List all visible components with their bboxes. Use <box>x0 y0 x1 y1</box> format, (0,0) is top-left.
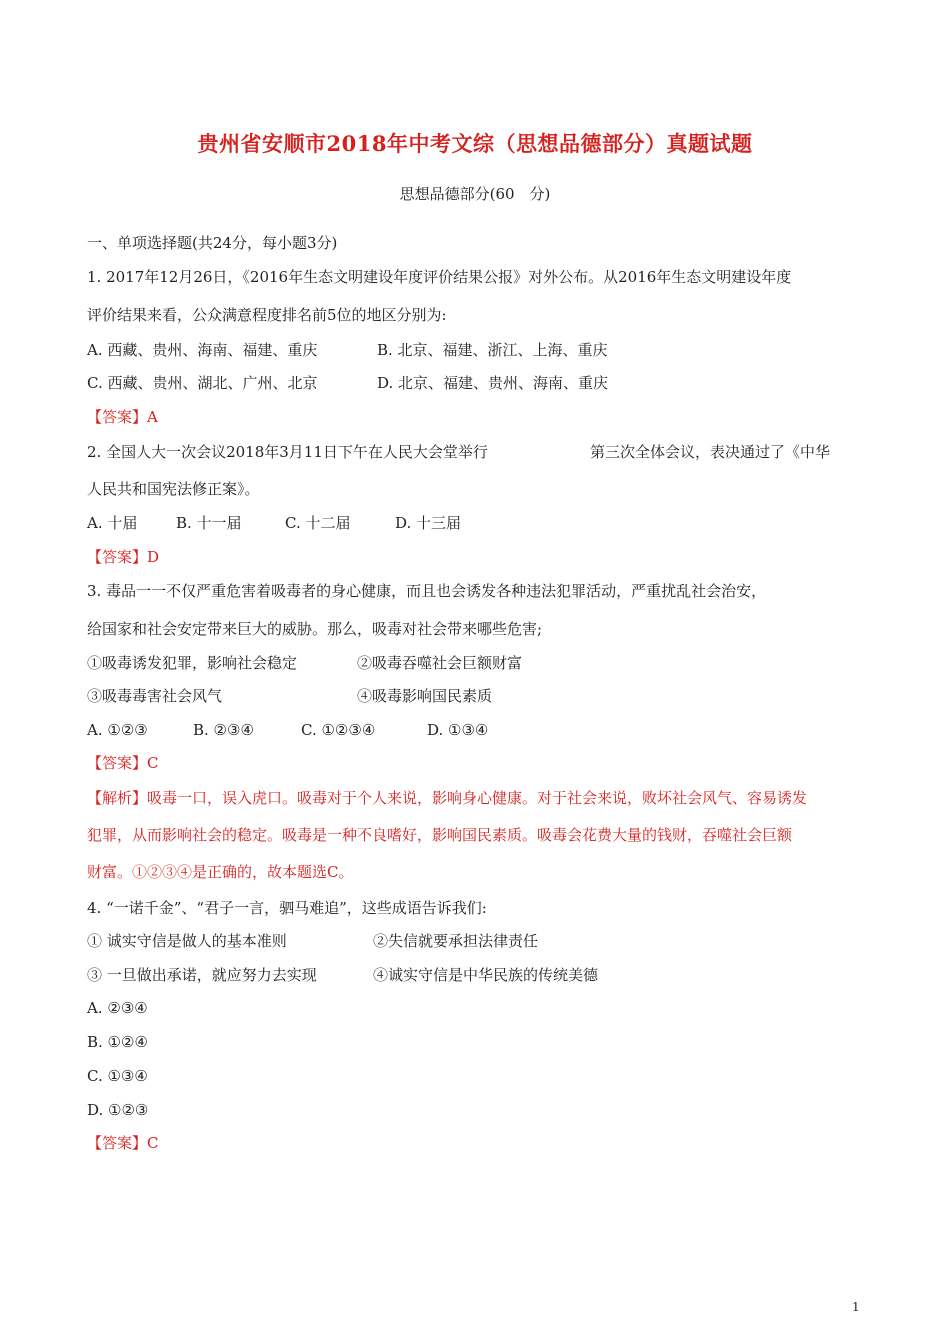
q1-option-b: B. 北京、福建、浙江、上海、重庆 <box>377 341 608 359</box>
q1-option-a: A. 西藏、贵州、海南、福建、重庆 <box>87 341 318 359</box>
q4-items-row-1 <box>87 930 877 952</box>
page-subtitle: 思想品德部分(60 分) <box>399 185 551 203</box>
q4-answer: 【答案】C <box>87 1134 159 1152</box>
q3-analysis-line-2: 犯罪，从而影响社会的稳定。吸毒是一种不良嗜好，影响国民素质。吸毒会花费大量的钱财，吞噬社会巨额 <box>87 826 793 844</box>
q3-analysis-line-3: 财富。①②③④是正确的，故本题选C。 <box>87 863 354 881</box>
q4-item-3: ③ 一旦做出承诺，就应努力去实现 <box>87 966 317 984</box>
q3-option-c: C. ①②③④ <box>301 721 376 739</box>
q3-items-row-1 <box>87 652 877 674</box>
q4-option-a: A. ②③④ <box>87 999 148 1017</box>
q4-item-4: ④诚实守信是中华民族的传统美德 <box>373 966 599 984</box>
q3-option-a: A. ①②③ <box>87 721 148 739</box>
q3-answer: 【答案】C <box>87 754 159 772</box>
q3-stem-line-2: 给国家和社会安定带来巨大的威胁。那么，吸毒对社会带来哪些危害; <box>87 620 543 638</box>
q2-stem-line-2: 人民共和国宪法修正案》。 <box>87 480 260 498</box>
q2-option-d: D. 十三届 <box>395 514 462 532</box>
q1-options-row-2 <box>87 372 877 394</box>
q3-option-b: B. ②③④ <box>193 721 254 739</box>
q3-items-row-2 <box>87 685 877 707</box>
q3-item-3: ③吸毒毒害社会风气 <box>87 687 223 705</box>
q4-items-row-2 <box>87 964 877 986</box>
q3-options-row <box>87 719 877 741</box>
q2-stem-part-2: 第三次全体会议，表决通过了《中华 <box>590 443 831 461</box>
q2-options-row <box>87 512 877 534</box>
page-title: 贵州省安顺市2018年中考文综（思想品德部分）真题试题 <box>197 131 753 156</box>
q3-option-d: D. ①③④ <box>427 721 489 739</box>
q4-option-c: C. ①③④ <box>87 1067 148 1085</box>
q2-stem-part-1: 2. 全国人大一次会议2018年3月11日下午在人民大会堂举行 <box>87 443 488 461</box>
q3-item-4: ④吸毒影响国民素质 <box>357 687 493 705</box>
q4-item-2: ②失信就要承担法律责任 <box>373 932 539 950</box>
q1-stem-line-2: 评价结果来看，公众满意程度排名前5位的地区分别为: <box>87 306 447 324</box>
q2-stem-line-1 <box>87 441 877 463</box>
q3-stem-line-1: 3. 毒品一一不仅严重危害着吸毒者的身心健康，而且也会诱发各种违法犯罪活动，严重扰乱社会治安， <box>87 582 767 600</box>
q1-option-c: C. 西藏、贵州、湖北、广州、北京 <box>87 374 318 392</box>
q2-option-a: A. 十届 <box>87 514 138 532</box>
q1-option-d: D. 北京、福建、贵州、海南、重庆 <box>377 374 609 392</box>
q2-option-c: C. 十二届 <box>285 514 351 532</box>
q4-item-1: ① 诚实守信是做人的基本准则 <box>87 932 287 950</box>
page-number: 1 <box>852 1300 860 1314</box>
q1-options-row-1 <box>87 339 877 361</box>
q2-option-b: B. 十一届 <box>176 514 242 532</box>
q4-option-b: B. ①②④ <box>87 1033 148 1051</box>
q1-stem-line-1: 1. 2017年12月26日，《2016年生态文明建设年度评价结果公报》对外公布。从2016年生态文明建设年度 <box>87 268 792 286</box>
q3-item-1: ①吸毒诱发犯罪，影响社会稳定 <box>87 654 298 672</box>
q2-answer: 【答案】D <box>87 548 160 566</box>
q1-answer: 【答案】A <box>87 408 158 426</box>
section-heading: 一、单项选择题(共24分，每小题3分) <box>87 234 338 252</box>
q3-analysis-line-1: 【解析】吸毒一口，误入虎口。吸毒对于个人来说，影响身心健康。对于社会来说，败坏社会风气、容易诱发 <box>87 789 808 807</box>
q3-item-2: ②吸毒吞噬社会巨额财富 <box>357 654 523 672</box>
q4-option-d: D. ①②③ <box>87 1101 149 1119</box>
q4-stem: 4. “一诺千金”、“君子一言，驷马难追”，这些成语告诉我们: <box>87 899 487 917</box>
